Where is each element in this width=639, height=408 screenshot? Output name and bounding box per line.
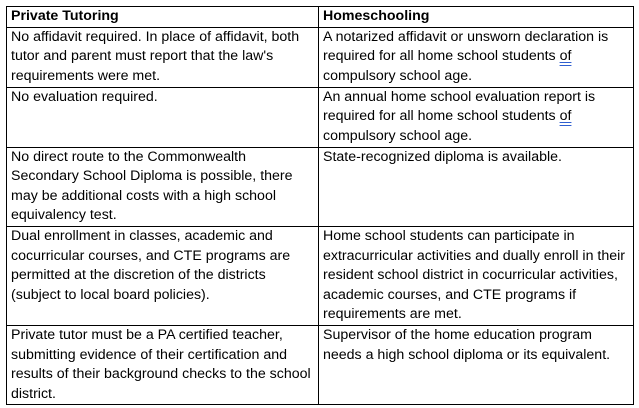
underlined-word: of xyxy=(559,108,572,125)
cell-text: compulsory school age. xyxy=(323,127,473,144)
tutoring-enrollment-cell: Dual enrollment in classes, academic and cocurricular courses, and CTE programs are permitted at the discretion of the districts (subject to local board policies). xyxy=(7,226,319,325)
tutoring-teacher-cell: Private tutor must be a PA certified teacher, submitting evidence of their certification and results of their background checks to the school district. xyxy=(7,325,319,404)
cell-text: An annual home school evaluation report is required for all home school students xyxy=(323,88,596,125)
tutoring-diploma-cell: No direct route to the Commonwealth Secondary School Diploma is possible, there may be additional costs with a high school equivalency test. xyxy=(7,147,319,226)
underlined-word: of xyxy=(559,48,572,65)
cell-text: A notarized affidavit or unsworn declaration is required for all home school students xyxy=(323,28,609,65)
homeschool-enrollment-cell: Home school students can participate in extracurricular activities and dually enroll in their resident school district in cocurricular activities, academic courses, and CTE programs if requirements are met. xyxy=(319,226,634,325)
comparison-table xyxy=(6,6,634,405)
homeschool-diploma-cell: State-recognized diploma is available. xyxy=(319,147,634,226)
table-row xyxy=(7,147,634,226)
header-private-tutoring: Private Tutoring xyxy=(7,7,319,28)
cell-text: compulsory school age. xyxy=(323,67,473,84)
homeschool-affidavit-cell xyxy=(319,27,634,87)
tutoring-affidavit-cell: No affidavit required. In place of affidavit, both tutor and parent must report that the law's requirements were met. xyxy=(7,27,319,87)
table-row xyxy=(7,226,634,325)
header-row xyxy=(7,7,634,28)
tutoring-evaluation-cell: No evaluation required. xyxy=(7,87,319,147)
header-homeschooling: Homeschooling xyxy=(319,7,634,28)
table-row xyxy=(7,87,634,147)
table-row xyxy=(7,27,634,87)
table-row xyxy=(7,325,634,404)
homeschool-supervisor-cell: Supervisor of the home education program needs a high school diploma or its equivalent. xyxy=(319,325,634,404)
homeschool-evaluation-cell xyxy=(319,87,634,147)
